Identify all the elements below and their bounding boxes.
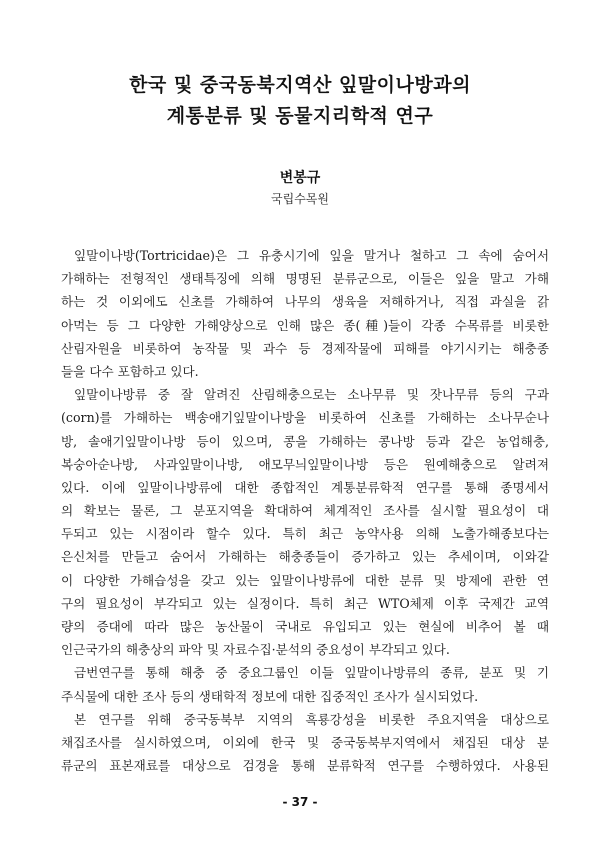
body-line: 복숭아순나방, 사과잎말이나방, 애모무늬잎말이나방 등은 원예해충으로 알려져 — [61, 456, 549, 472]
author-name: 변봉규 — [279, 170, 321, 186]
page-number: - 37 - — [282, 795, 318, 809]
body-line: 들을 다수 포함하고 있다. — [61, 363, 199, 379]
body-line: 인근국가의 해충상의 파악 및 자료수집·분석의 중요성이 부각되고 있다. — [61, 642, 450, 658]
body-line: 의 확보는 물론, 그 분포지역을 확대하여 체계적인 조사를 실시할 필요성이 대 — [61, 503, 549, 519]
paper-title-line-1: 한국 및 중국동북지역산 잎말이나방과의 — [129, 74, 471, 96]
body-line: 류군의 표본재료를 대상으로 검경을 통해 분류학적 연구를 수행하였다. 사용된 — [61, 758, 549, 774]
body-line: 잎말이나방(Tortricidae)은 그 유충시기에 잎을 말거나 철하고 그 속에 숨어서 — [74, 248, 549, 263]
body-line: 있다. 이에 잎말이나방류에 대한 종합적인 계통분류학적 연구를 통해 종명세서 — [61, 479, 549, 495]
body-line: 하는 것 이외에도 신초를 가해하여 나무의 생육을 저해하거나, 직접 과실을 갉 — [61, 294, 549, 310]
body-line: 본 연구를 위해 중국동북부 지역의 흑룡강성을 비롯한 주요지역을 대상으로 — [74, 711, 549, 727]
body-line: 금번연구를 통해 해충 중 중요그룹인 이들 잎말이나방류의 종류, 분포 및 기 — [74, 665, 549, 681]
body-line: 가해하는 전형적인 생태특징에 의해 명명된 분류군으로, 이들은 잎을 말고 가해 — [61, 271, 549, 287]
body-line: 량의 증대에 따라 많은 농산물이 국내로 유입되고 있는 현실에 비추어 볼 때 — [61, 619, 549, 634]
body-line: 은신처를 만들고 숨어서 가해하는 해충종들이 증가하고 있는 추세이며, 이와같 — [61, 549, 549, 565]
body-line: 주식물에 대한 조사 등의 생태학적 정보에 대한 집중적인 조사가 실시되었다. — [61, 688, 479, 704]
body-line: 잎말이나방류 중 잘 알려진 산림해충으로는 소나무류 및 잣나무류 등의 구과 — [74, 387, 549, 403]
body-line: 채집조사를 실시하였으며, 이외에 한국 및 중국동북부지역에서 채집된 대상 분 — [61, 734, 549, 750]
body-line: 방, 솔애기잎말이나방 등이 있으며, 콩을 가해하는 콩나방 등과 같은 농업해충, — [61, 433, 549, 449]
body-line: 이 다양한 가해습성을 갖고 있는 잎말이나방류에 대한 분류 및 방제에 관한 연 — [61, 572, 549, 588]
body-line: 아먹는 등 그 다양한 가해양상으로 인해 많은 종(種)들이 각종 수목류를 비롯한 — [61, 317, 549, 333]
body-line: 구의 필요성이 부각되고 있는 실정이다. 특히 최근 WTO체제 이후 국제간 교역 — [61, 595, 549, 611]
body-line: 두되고 있는 시점이라 할수 있다. 특히 최근 농약사용 의해 노출가해종보다는 — [61, 526, 549, 542]
body-line: 산림자원을 비롯하여 농작물 및 과수 등 경제작물에 피해를 야기시키는 해충종 — [61, 340, 549, 356]
paper-title-line-2: 계통분류 및 동물지리학적 연구 — [166, 105, 434, 127]
body-text — [61, 244, 549, 777]
author-affiliation: 국립수목원 — [271, 192, 329, 206]
body-line: (corn)를 가해하는 백송애기잎말이나방을 비롯하여 신초를 가해하는 소나무순나 — [61, 410, 549, 426]
